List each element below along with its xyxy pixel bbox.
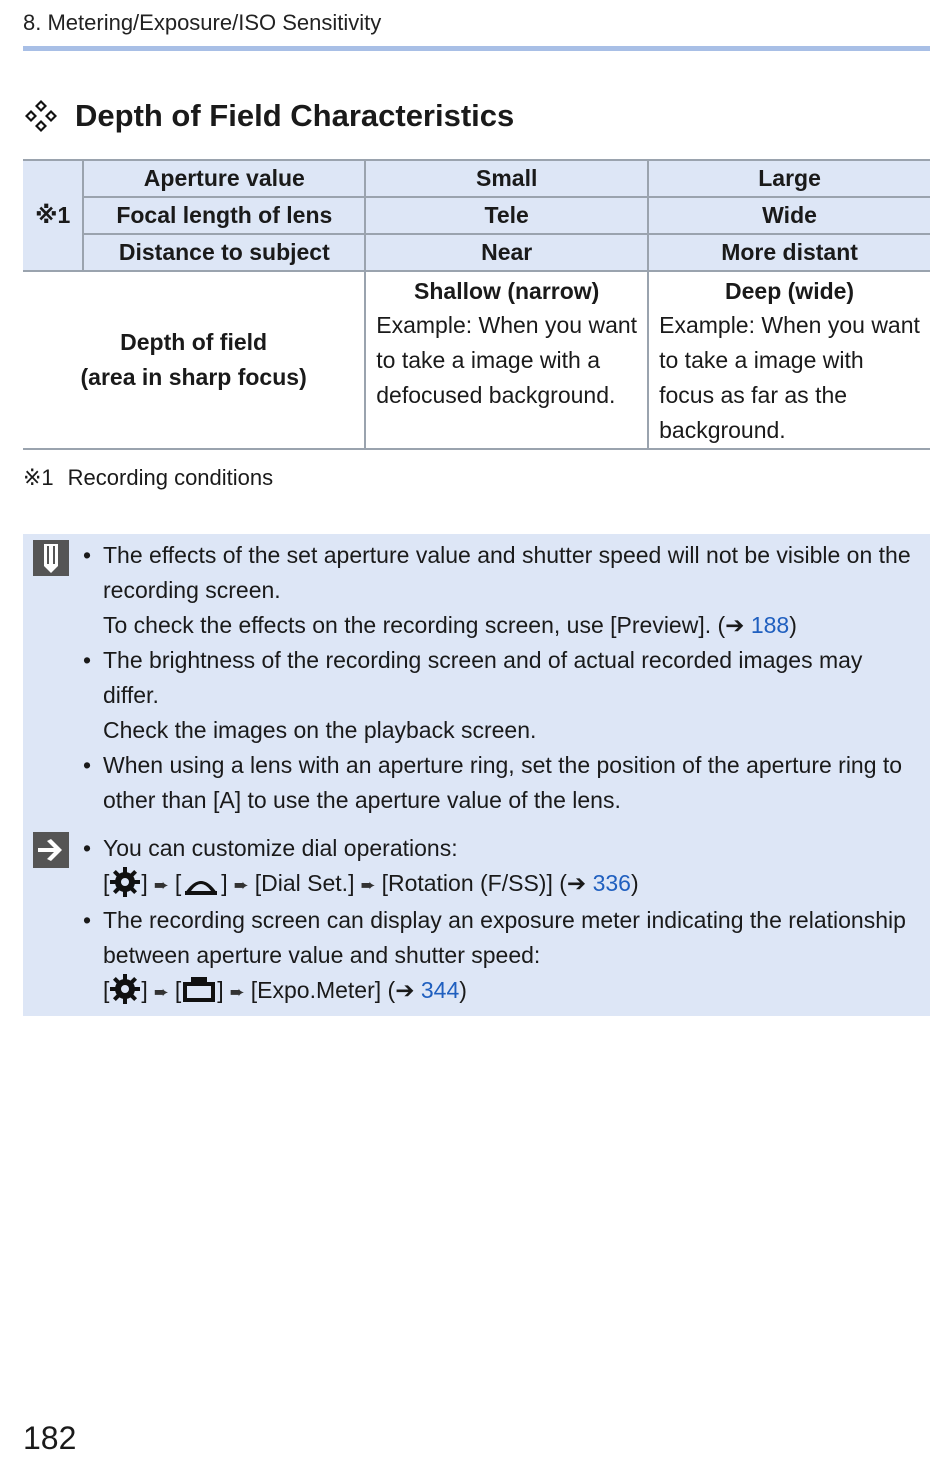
list-item <box>83 538 918 643</box>
menu-arrow-icon: ➨ <box>229 982 245 1002</box>
list-item <box>83 748 918 818</box>
depth-of-field-table <box>23 159 930 450</box>
note-text: • When using a lens with an aperture ring, set the position of the aperture ring to other than [A] to use the aperture value of the lens. <box>103 752 903 813</box>
menu-arrow-icon: ➨ <box>233 875 249 895</box>
deep-cell <box>648 271 930 449</box>
arrow-right-icon <box>33 832 69 868</box>
row-value-right: Large <box>648 160 930 197</box>
list-item <box>83 831 918 903</box>
shallow-heading: Shallow (narrow) <box>414 278 600 304</box>
note-text: • The brightness of the recording screen and of actual recorded images may differ. <box>103 647 863 708</box>
memo-list <box>83 538 918 818</box>
memo-icon <box>33 540 69 576</box>
table-row <box>23 234 930 271</box>
shallow-example: Example: When you want to take a image with a defocused background. <box>376 312 638 408</box>
row-label: Distance to subject <box>83 234 365 271</box>
page-link-188[interactable]: 188 <box>750 612 790 638</box>
section-title <box>23 98 514 134</box>
list-item <box>83 643 918 748</box>
row-value-right: Wide <box>648 197 930 234</box>
ref-arrow: ➔ <box>395 977 421 1003</box>
note-text: • The effects of the set aperture value and shutter speed will not be visible on the recording screen. <box>103 542 911 603</box>
notes-panel <box>23 534 930 1016</box>
menu-path: [ ] ➨ [ ] ➨ [Expo.Meter] (➔ 344) <box>103 973 918 1010</box>
row-value-left: Small <box>365 160 648 197</box>
row-value-right: More distant <box>648 234 930 271</box>
depth-of-field-label-line2: (area in sharp focus) <box>80 364 307 390</box>
ref-arrow: ➔ <box>566 870 593 896</box>
section-title-text: Depth of Field Characteristics <box>75 98 515 133</box>
row-value-left: Tele <box>365 197 648 234</box>
gear-icon <box>109 974 141 1004</box>
footnote-marker: ※1 <box>23 465 54 490</box>
row-label: Aperture value <box>83 160 365 197</box>
page-link-336[interactable]: 336 <box>592 870 631 896</box>
depth-of-field-label-line1: Depth of field <box>120 329 268 355</box>
footnote-text: Recording conditions <box>67 465 274 490</box>
related-list <box>83 831 918 1010</box>
page-number: 182 <box>23 1420 77 1456</box>
note-text: Check the images on the playback screen. <box>103 717 537 743</box>
table-row <box>23 160 930 197</box>
menu-arrow-icon: ➨ <box>153 875 169 895</box>
condition-marker: ※1 <box>23 160 83 271</box>
ref-arrow: ➔ <box>725 612 751 638</box>
deep-example: Example: When you want to take a image with focus as far as the background. <box>659 312 920 443</box>
footnote <box>23 465 273 491</box>
menu-path: [ ] ➨ [ ] ➨ [Dial Set.] ➨ [Rotation (F/SS)] (➔ 336) <box>103 866 918 903</box>
chapter-header: 8. Metering/Exposure/ISO Sensitivity <box>23 10 382 35</box>
list-item <box>83 903 918 1010</box>
row-label: Focal length of lens <box>83 197 365 234</box>
page-link-344[interactable]: 344 <box>420 977 460 1003</box>
note-text: • The recording screen can display an exposure meter indicating the relationship between aperture value and shutter speed: <box>103 907 906 968</box>
deep-heading: Deep (wide) <box>725 278 855 304</box>
table-row <box>23 197 930 234</box>
dial-icon <box>181 867 221 897</box>
note-text: • You can customize dial operations: <box>103 835 458 861</box>
menu-arrow-icon: ➨ <box>153 982 169 1002</box>
diamond-cluster-icon <box>23 98 59 134</box>
table-row-result <box>23 271 930 449</box>
gear-icon <box>109 867 141 897</box>
row-value-left: Near <box>365 234 648 271</box>
depth-of-field-label <box>23 271 365 449</box>
header-rule <box>23 46 930 51</box>
menu-arrow-icon: ➨ <box>360 875 376 895</box>
note-text: To check the effects on the recording screen, use [Preview]. (➔ 188) <box>103 612 797 638</box>
shallow-cell <box>365 271 648 449</box>
camera-icon <box>181 974 217 1004</box>
